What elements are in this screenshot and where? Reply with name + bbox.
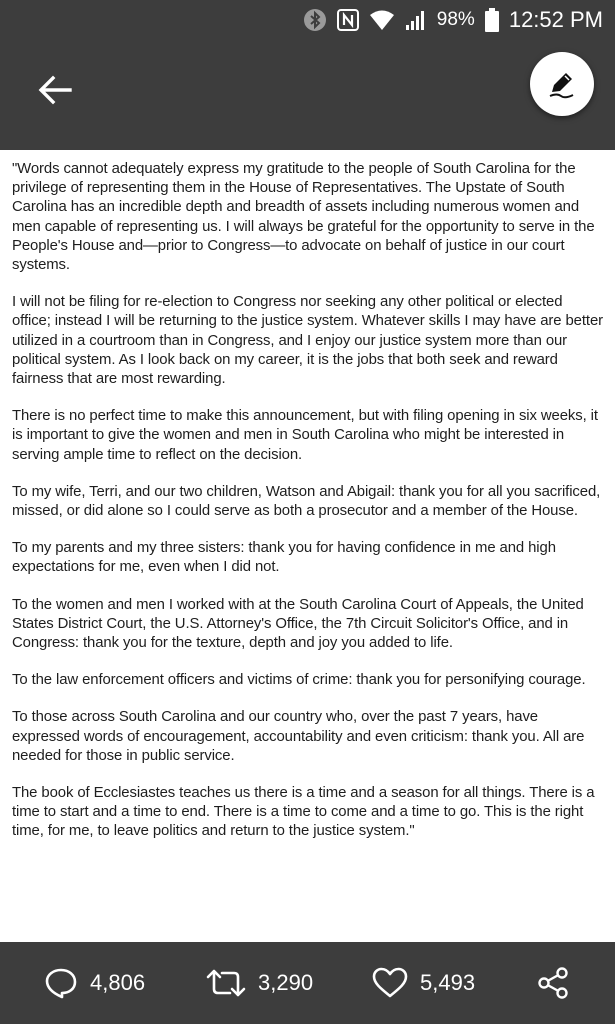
battery-percent: 98%	[436, 9, 475, 30]
statement-paragraph: "Words cannot adequately express my gratitude to the people of South Carolina for the privilege of representing them in the House of Representatives. The Upstate of South Carolina has an incredible depth and breadth of assets including numerous women and men capable of representing us. I will always be grateful for the opportunity to serve in the People's House and—prior to Congress—to advocate on behalf of justice in our court systems.	[12, 161, 595, 274]
bluetooth-icon	[303, 8, 327, 32]
status-bar	[0, 0, 615, 40]
reply-count: 4,806	[90, 970, 146, 995]
clock: 12:52 PM	[508, 7, 603, 32]
like-button[interactable]	[372, 942, 475, 1024]
like-count: 5,493	[420, 970, 476, 995]
retweet-button[interactable]	[206, 942, 313, 1024]
share-button[interactable]	[536, 942, 570, 1024]
statement-paragraph: To the law enforcement officers and victims of crime: thank you for personifying courage.	[12, 672, 586, 689]
statement-paragraph: I will not be filing for re-election to Congress nor seeking any other political or elected office; instead I will be returning to the justice system. Whatever skills I may have are better utilized in a courtroom than in Congress, and I enjoy our justice system more than our political system. As I look back on my career, it is the jobs that both seek and reward fairness that are most rewarding.	[12, 294, 603, 388]
statement-paragraph: To my wife, Terri, and our two children, Watson and Abigail: thank you for all you sacrificed, missed, or did alone so I could serve as both a prosecutor and a member of the House.	[12, 483, 601, 520]
share-icon	[536, 966, 570, 1000]
reply-bubble-icon	[44, 967, 78, 999]
nfc-icon	[337, 9, 359, 31]
heart-icon	[372, 967, 408, 999]
signal-icon	[405, 9, 427, 31]
retweet-count: 3,290	[258, 970, 314, 995]
statement-paragraph: There is no perfect time to make this announcement, but with filing opening in six weeks, it is important to give the women and men in South Carolina who might be interested in serving ample time to reflect on the decision.	[12, 408, 598, 463]
statement-paragraph: To the women and men I worked with at the South Carolina Court of Appeals, the United States District Court, the U.S. Attorney's Office, the 7th Circuit Solicitor's Office, and in Congress: thank you for the texture, depth and joy you added to life.	[12, 596, 584, 652]
arrow-left-icon	[38, 75, 72, 105]
statement-paragraph: To my parents and my three sisters: thank you for having confidence in me and high expectations for me, even when I did not.	[12, 540, 556, 576]
back-button[interactable]	[30, 68, 80, 112]
action-bar	[0, 942, 615, 1024]
status-icons	[303, 0, 603, 40]
reply-button[interactable]	[44, 942, 145, 1024]
statement-text	[0, 150, 615, 842]
compose-button[interactable]	[530, 52, 594, 116]
battery-icon	[485, 8, 499, 32]
statement-paragraph: The book of Ecclesiastes teaches us there is a time and a season for all things. There is a time to start and a time to end. There is a time to come and a time to go. This is the right time, for me, to leave politics and return to the justice system."	[12, 785, 595, 840]
statement-image	[0, 150, 615, 942]
app-bar	[0, 40, 615, 150]
pen-icon	[545, 67, 579, 101]
wifi-icon	[369, 9, 395, 31]
statement-paragraph: To those across South Carolina and our country who, over the past 7 years, have expressed words of encouragement, accountability and even criticism: thank you. All are needed for those in public service.	[12, 709, 585, 764]
retweet-icon	[206, 967, 246, 999]
